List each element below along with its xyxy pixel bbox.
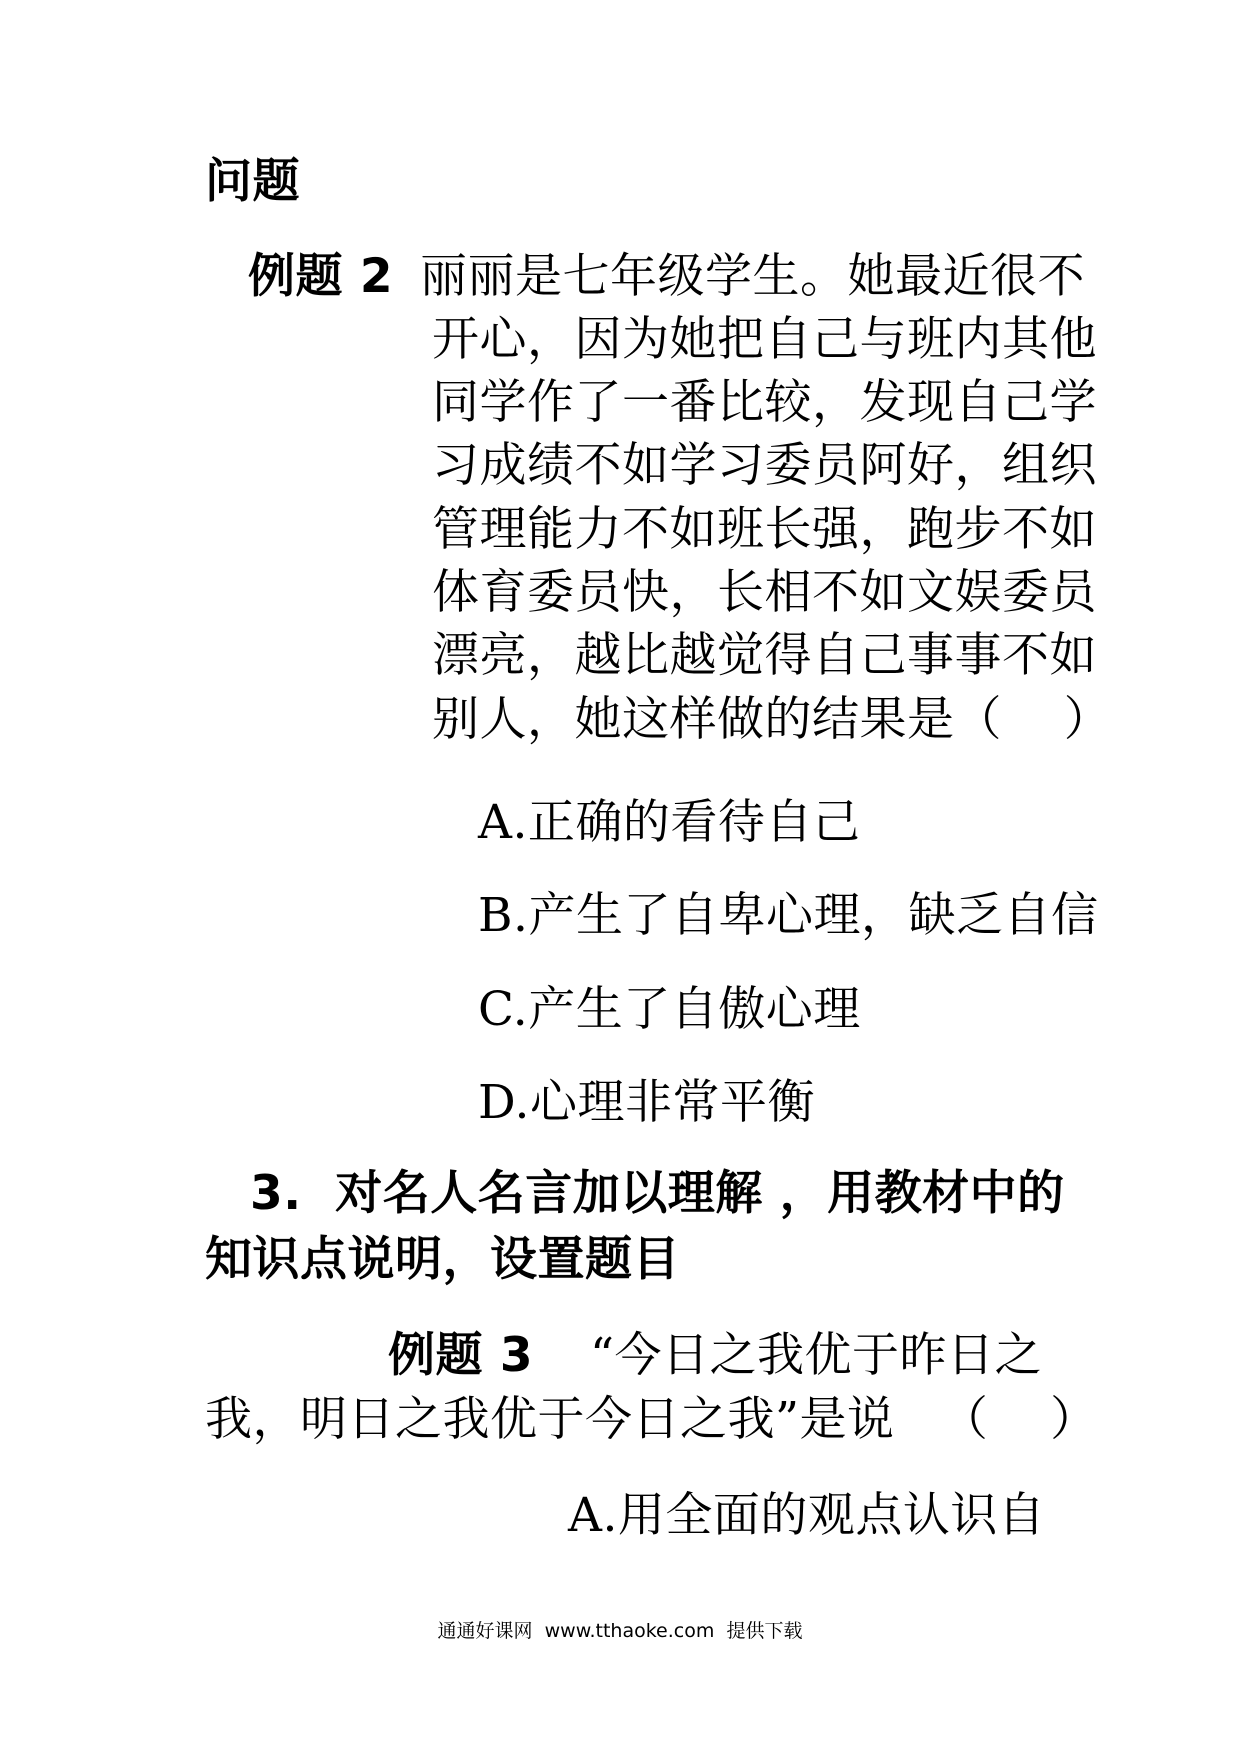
- example-2-line-1: 丽丽是七年级学生。她最近很不: [420, 249, 1085, 304]
- example-3-line-2: 我，明日之我优于今日之我”是说 （ ）: [205, 1392, 1098, 1447]
- example-3-line-1: “今日之我优于昨日之: [590, 1328, 1043, 1383]
- example-3-option-a: A.用全面的观点认识自: [568, 1488, 1046, 1543]
- example-2-option-b: B.产生了自卑心理，缺乏自信: [478, 888, 1099, 943]
- example-2-line-5: 管理能力不如班长强，跑步不如: [432, 502, 1097, 557]
- section-3-title-line-1: 3. 对名人名言加以理解 ，用教材中的: [250, 1166, 1065, 1221]
- example-2-line-3: 同学作了一番比较，发现自己学: [432, 375, 1097, 430]
- example-2-line-2: 开心，因为她把自己与班内其他: [432, 312, 1097, 367]
- footer-source: 通通好课网 www.tthaoke.com 提供下载: [437, 1620, 803, 1642]
- heading-fragment: 问题: [205, 154, 300, 209]
- example-2-line-7: 漂亮，越比越觉得自己事事不如: [432, 628, 1097, 683]
- example-2-option-d: D.心理非常平衡: [478, 1075, 815, 1130]
- example-2-line-4: 习成绩不如学习委员阿好，组织: [432, 438, 1097, 493]
- example-2-option-c: C.产生了自傲心理: [478, 982, 861, 1037]
- example-2-line-8: 别人，她这样做的结果是（ ）: [432, 692, 1112, 747]
- example-2-line-6: 体育委员快，长相不如文娱委员: [432, 565, 1097, 620]
- example-3-label: 例题 3: [388, 1328, 534, 1383]
- section-3-title-line-2: 知识点说明，设置题目: [205, 1232, 680, 1287]
- example-2-label: 例题 2: [248, 249, 394, 304]
- example-2-option-a: A.正确的看待自己: [478, 795, 861, 850]
